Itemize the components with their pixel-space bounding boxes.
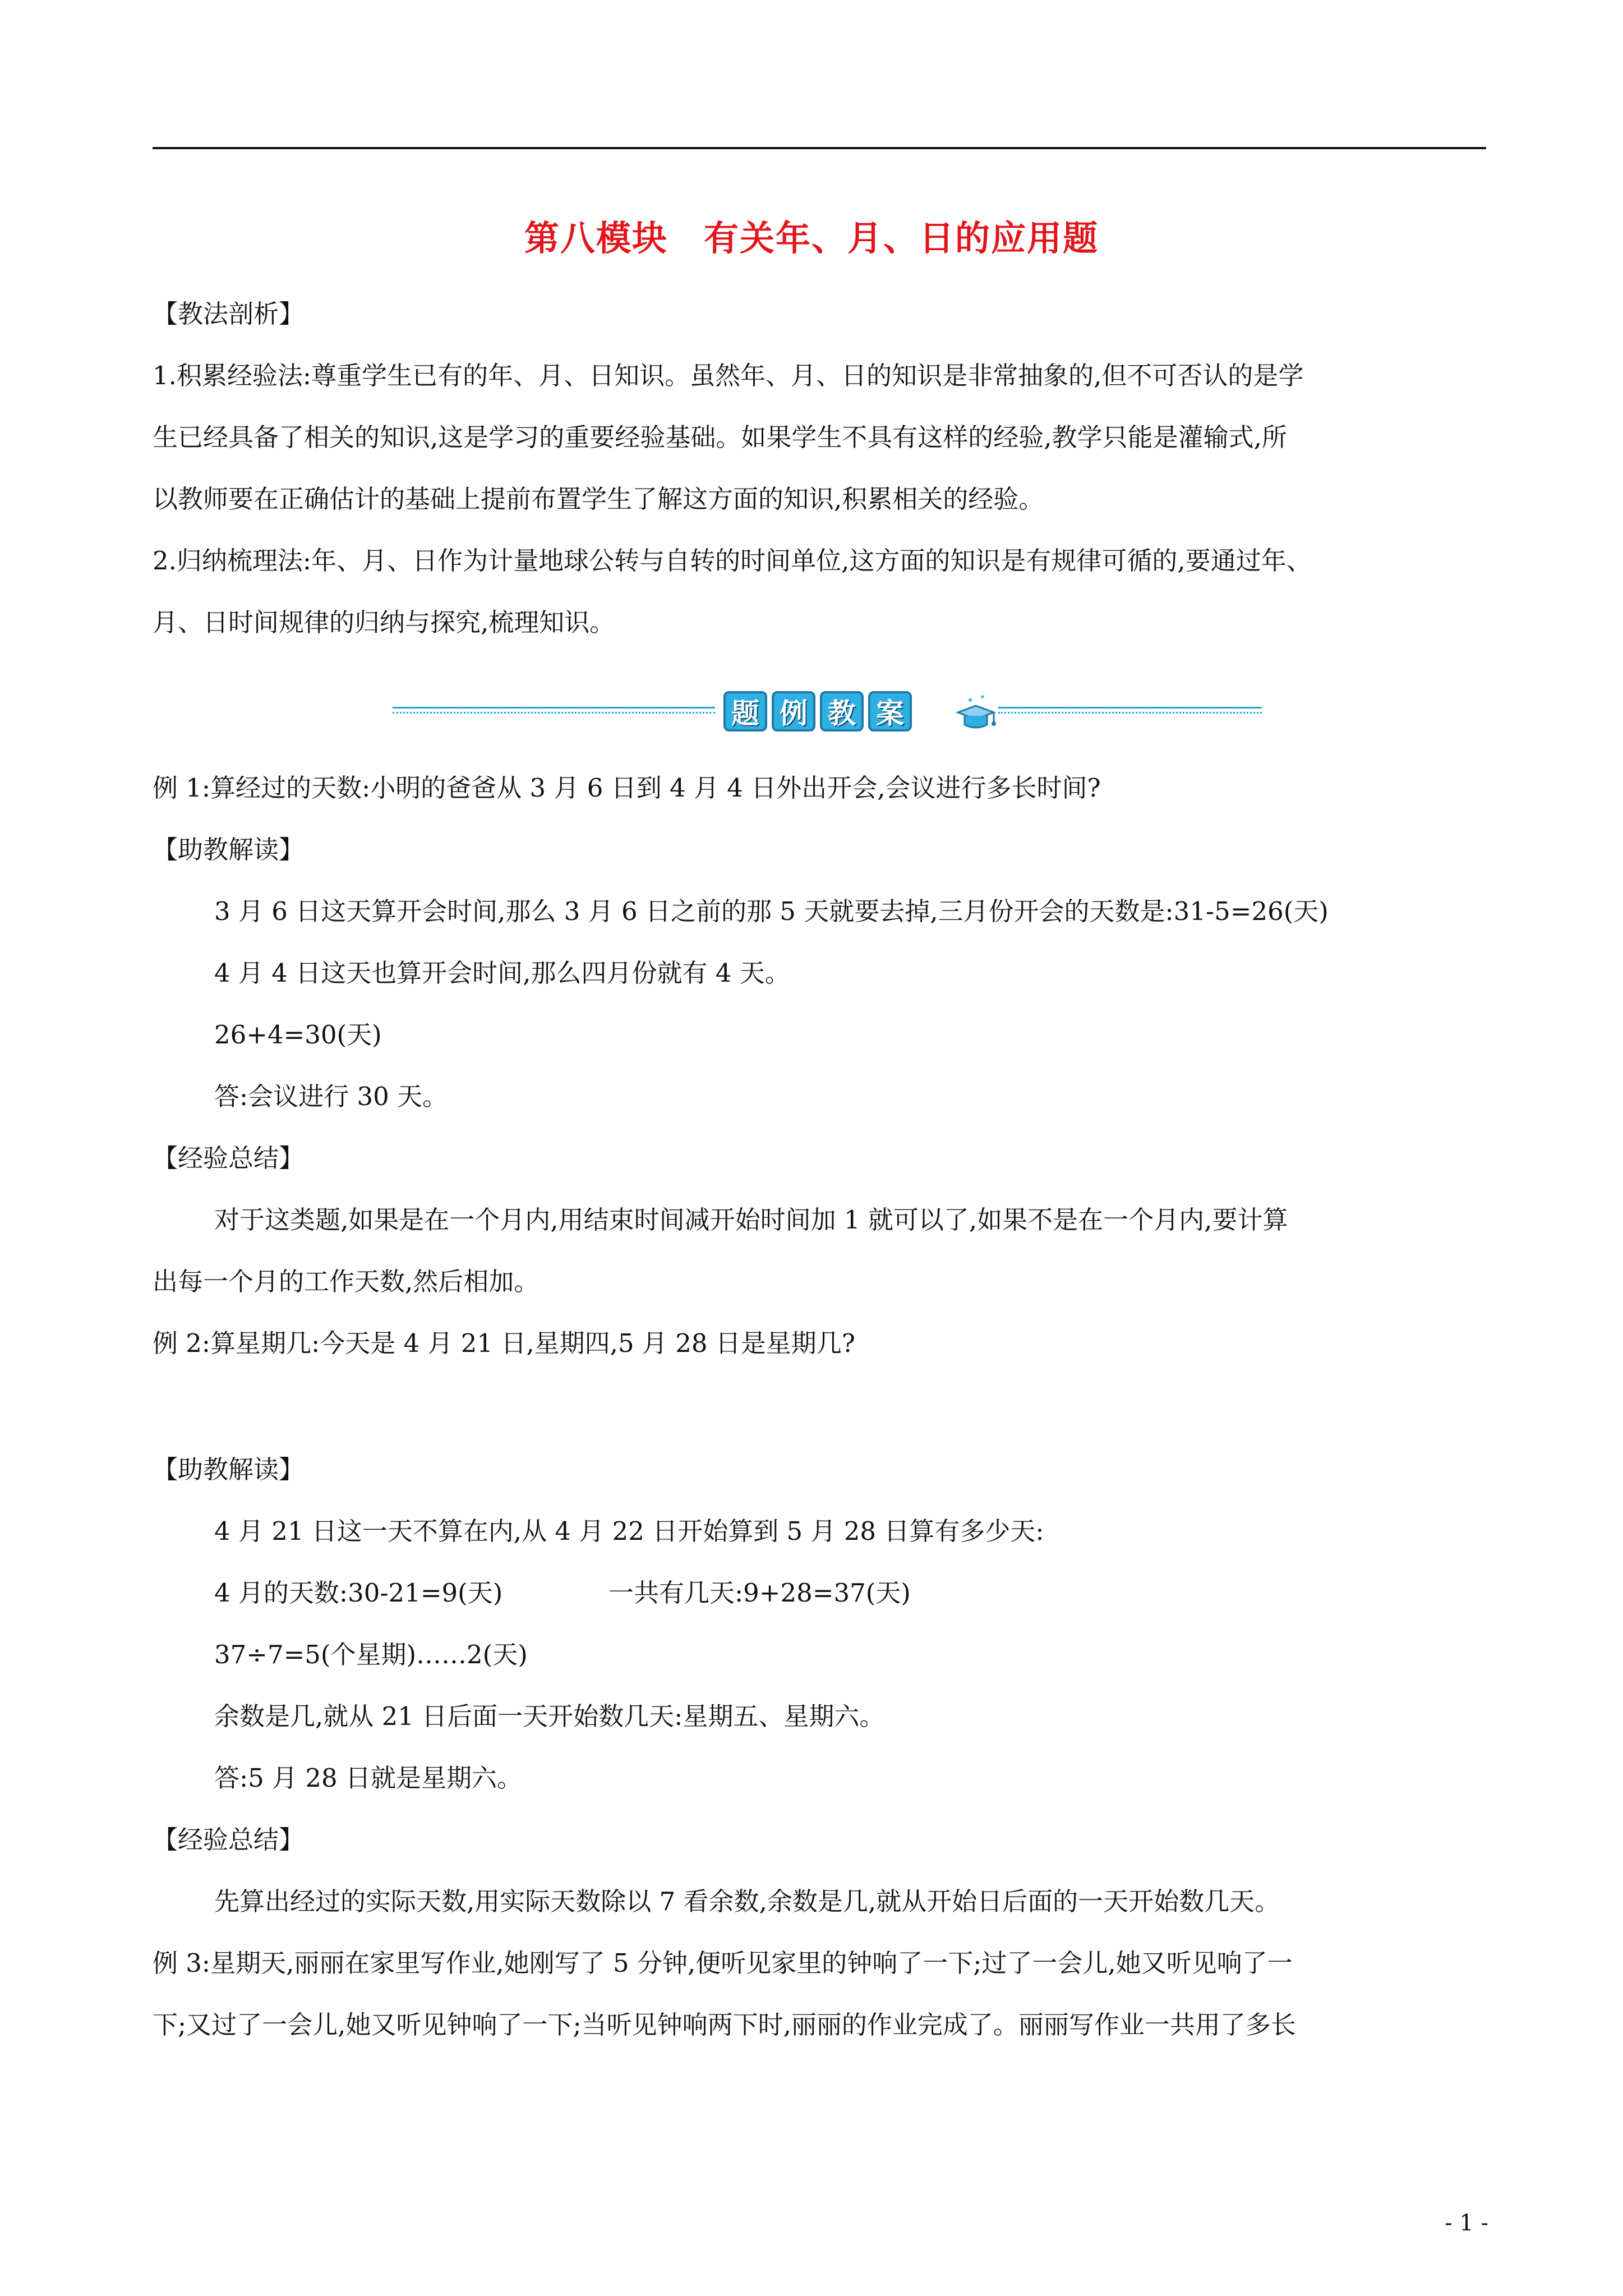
example1-question: 例 1:算经过的天数:小明的爸爸从 3 月 6 日到 4 月 4 日外出开会,会议进行多长时间?	[153, 773, 1101, 803]
banner-chip: 案	[868, 691, 912, 731]
example1-summary-heading: 【经验总结】	[153, 1143, 305, 1173]
example1-explain-line-2: 4 月 4 日这天也算开会时间,那么四月份就有 4 天。	[214, 958, 790, 988]
example1-summary-line-1: 对于这类题,如果是在一个月内,用结束时间减开始时间加 1 就可以了,如果不是在一个月内,要计算	[214, 1205, 1288, 1235]
teaching-line-2: 生已经具备了相关的知识,这是学习的重要经验基础。如果学生不具有这样的经验,教学只能是灌输式,所	[153, 422, 1287, 452]
banner-rail-left	[393, 707, 715, 714]
example2-remainder: 余数是几,就从 21 日后面一天开始数几天:星期五、星期六。	[214, 1701, 885, 1731]
teaching-line-5: 月、日时间规律的归纳与探究,梳理知识。	[153, 608, 615, 637]
page-number: - 1 -	[1445, 2210, 1488, 2236]
example1-explain-heading: 【助教解读】	[153, 835, 305, 864]
section-banner	[393, 685, 1262, 736]
banner-chip: 例	[772, 691, 815, 731]
example1-summary-line-2: 出每一个月的工作天数,然后相加。	[153, 1267, 540, 1296]
teaching-line-1: 1.积累经验法:尊重学生已有的年、月、日知识。虽然年、月、日的知识是非常抽象的,但不可否认的是学	[153, 361, 1304, 390]
example2-summary-line: 先算出经过的实际天数,用实际天数除以 7 看余数,余数是几,就从开始日后面的一天开始数几天。	[214, 1887, 1280, 1916]
example2-calc-left: 4 月的天数:30-21=9(天)	[214, 1578, 503, 1608]
example1-explain-line-1: 3 月 6 日这天算开会时间,那么 3 月 6 日之前的那 5 天就要去掉,三月份开会的天数是:31-5=26(天)	[214, 896, 1329, 926]
section-heading-teaching: 【教法剖析】	[153, 299, 305, 329]
example2-explain-line-1: 4 月 21 日这一天不算在内,从 4 月 22 日开始算到 5 月 28 日算有多少天:	[214, 1516, 1044, 1546]
example1-explain-line-3: 26+4=30(天)	[214, 1020, 382, 1050]
header-rule	[153, 147, 1486, 149]
example2-question: 例 2:算星期几:今天是 4 月 21 日,星期四,5 月 28 日是星期几?	[153, 1328, 855, 1358]
example2-calc-right: 一共有几天:9+28=37(天)	[608, 1578, 911, 1608]
example3-line-2: 下;又过了一会儿,她又听见钟响了一下;当听见钟响两下时,丽丽的作业完成了。丽丽写作业一共用了多长	[153, 2010, 1296, 2040]
example1-answer: 答:会议进行 30 天。	[214, 1082, 448, 1111]
banner-chip: 题	[723, 691, 767, 731]
banner-chips	[723, 691, 912, 731]
book-cap-icon	[953, 690, 998, 734]
banner-rail-right	[998, 707, 1262, 714]
example2-answer: 答:5 月 28 日就是星期六。	[214, 1763, 522, 1793]
example2-explain-heading: 【助教解读】	[153, 1455, 305, 1484]
example3-line-1: 例 3:星期天,丽丽在家里写作业,她刚写了 5 分钟,便听见家里的钟响了一下;过了一会儿,她又听见响了一	[153, 1948, 1293, 1978]
teaching-line-4: 2.归纳梳理法:年、月、日作为计量地球公转与自转的时间单位,这方面的知识是有规律可循的,要通过年、	[153, 546, 1312, 576]
banner-chip: 教	[820, 691, 864, 731]
example2-summary-heading: 【经验总结】	[153, 1825, 305, 1855]
example2-division: 37÷7=5(个星期)……2(天)	[214, 1640, 528, 1669]
teaching-line-3: 以教师要在正确估计的基础上提前布置学生了解这方面的知识,积累相关的经验。	[153, 484, 1044, 514]
page-title: 第八模块 有关年、月、日的应用题	[524, 218, 1099, 259]
